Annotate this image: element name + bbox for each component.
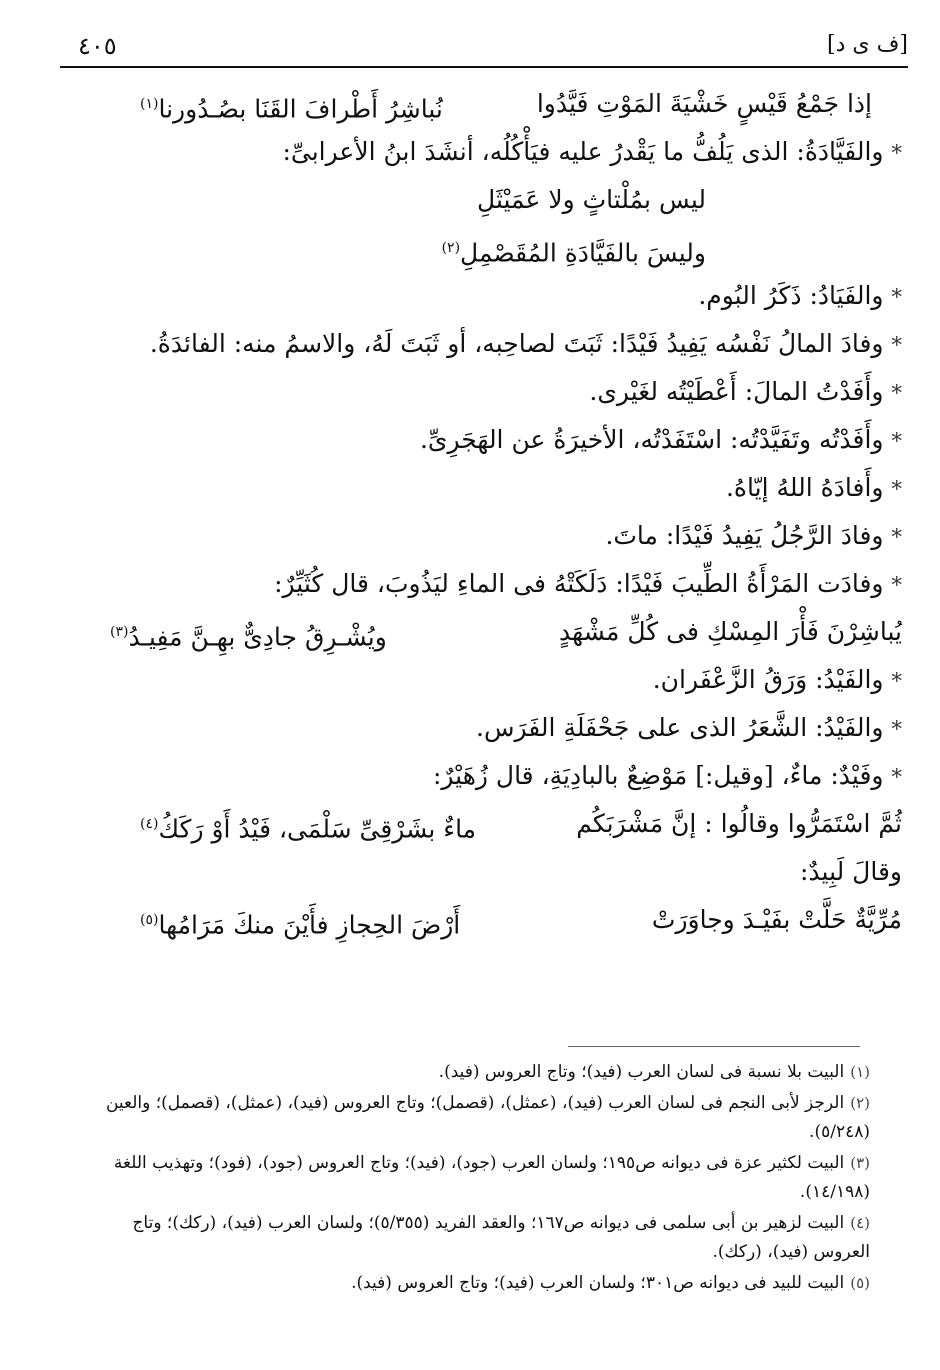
footnote-number: (٥) [850, 1274, 870, 1292]
footnote-rule [568, 1046, 860, 1047]
entry-line [140, 512, 902, 560]
footnotes [76, 1058, 870, 1300]
footnote [76, 1149, 870, 1207]
entry-star: * [891, 141, 902, 165]
footnote-text: البيت لكثير عزة فى ديوانه ص١٩٥؛ ولسان العرب (جود)، (فيد)؛ وتاج العروس (جود)، (فود)؛ وتهذيب اللغة (١٤/١٩٨). [113, 1153, 870, 1202]
footnote [76, 1209, 870, 1267]
entry-text: وقالَ لَبِيدٌ: [799, 857, 902, 886]
verse-couplet [110, 608, 902, 656]
footnote-text: البيت لزهير بن أبى سلمى فى ديوانه ص١٦٧؛ والعقد الفريد (٥/٣٥٥)؛ ولسان العرب (فيد)، (ركك)؛ وتاج العروس (فيد)، (ركك). [132, 1213, 870, 1262]
page-number: ٤٠٥ [78, 32, 117, 60]
entry-star: * [891, 381, 902, 405]
entry-star: * [891, 669, 902, 693]
entry-text: وفادَ المالُ نَفْسُه يَفِيدُ فَيْدًا: ثَبَتَ لصاحِبه، أو ثَبَتَ لَهُ، والاسمُ منه: الفائدَةُ. [149, 329, 884, 358]
footnote-number: (٣) [850, 1154, 870, 1172]
entry-line [140, 752, 902, 800]
entry-text: والفَيْدُ: الشَّعَرُ الذى على جَحْفَلَةِ الفَرَس. [476, 713, 884, 742]
footnote-marker: (٤) [140, 816, 159, 832]
entry-line [140, 464, 902, 512]
entry-star: * [891, 525, 902, 549]
entry-line [140, 320, 902, 368]
entry-line [140, 272, 902, 320]
hemistich-right: مُرِّيَّةٌ حَلَّتْ بفَيْـدَ وجاوَرَتْ [651, 905, 902, 934]
entry-line [140, 416, 902, 464]
entry-text: وفادَت المَرْأَةُ الطِّيبَ فَيْدًا: دَلَكَتْهُ فى الماءِ ليَذُوبَ، قال كُثَيِّرٌ: [274, 569, 884, 598]
entry-root: [ف ى د] [827, 32, 908, 57]
footnote-marker: (٥) [140, 912, 159, 928]
verse-text: ليس بمُلْتاثٍ ولا عَمَيْثَلِ [477, 185, 706, 214]
entry-star: * [891, 717, 902, 741]
entry-text: وفادَ الرَّجُلُ يَفِيدُ فَيْدًا: ماتَ. [605, 521, 884, 550]
entry-star: * [891, 429, 902, 453]
entry-text: والفَيَادُ: ذَكَرُ البُوم. [698, 281, 884, 310]
footnote-number: (٢) [850, 1094, 870, 1112]
footnote [76, 1058, 870, 1087]
footnote-number: (١) [850, 1063, 870, 1081]
entry-line [140, 848, 902, 896]
footnote [76, 1269, 870, 1298]
footnote-marker: (٣) [110, 624, 129, 640]
hemistich-left: ويُشْـرِقُ جادِىٌّ بهِـنَّ مَفِيـدُ$^{(٣)}$ [110, 622, 387, 652]
entry-text: والفَيْدُ: وَرَقُ الزَّعْفَران. [652, 665, 884, 694]
hemistich-left: أَرْضَ الحِجازِ فأَيْنَ منكَ مَرَامُها$^{(٥)}$ [140, 910, 461, 940]
entry-line [140, 128, 902, 176]
rajaz-line [140, 224, 902, 272]
entry-line [140, 368, 902, 416]
entry-line [140, 656, 902, 704]
hemistich-left: ماءٌ بشَرْقِىِّ سَلْمَى، فَيْدُ أَوْ رَكَكُ$^{(٤)}$ [140, 814, 477, 844]
hemistich-right: إذا جَمْعُ قَيْسٍ خَشْيَةَ المَوْتِ فَيَّدُوا [536, 89, 872, 118]
rajaz-line [140, 176, 902, 224]
footnote-number: (٤) [850, 1214, 870, 1232]
entry-star: * [891, 573, 902, 597]
footnote-marker: (٢) [441, 240, 461, 256]
entry-line [140, 560, 902, 608]
entry-star: * [891, 333, 902, 357]
hemistich-right: يُباشِرْنَ فَأْرَ المِسْكِ فى كُلِّ مَشْهَدٍ [559, 617, 902, 646]
hemistich-right: ثُمَّ اسْتَمَرُّوا وقالُوا : إنَّ مَشْرَبَكُم [576, 809, 902, 838]
entry-star: * [891, 477, 902, 501]
hemistich-left: نُباشِرُ أَطْرافَ القَنَا بصُـدُورنا$^{(١)}$ [140, 94, 443, 124]
main-text [110, 80, 902, 944]
entry-text: وأَفَدْتُه وتَفَيَّدْتُه: اسْتَفَدْتُه، الأخيرَةُ عن الهَجَرِىِّ. [419, 425, 884, 454]
footnote-marker: (١) [140, 96, 159, 112]
page-header [60, 28, 908, 64]
entry-text: وأَفَدْتُ المالَ: أَعْطَيْتُه لغَيْرى. [589, 377, 884, 406]
verse-text: وليسَ بالفَيَّادَةِ المُقَصْمِلِ [460, 238, 706, 268]
entry-text: والفَيَّادَةُ: الذى يَلُفُّ ما يَقْدرُ عليه فيَأْكُلُه، أنشَدَ ابنُ الأعرابىِّ: [282, 137, 884, 166]
footnote-text: البيت للبيد فى ديوانه ص٣٠١؛ ولسان العرب (فيد)؛ وتاج العروس (فيد). [351, 1273, 845, 1293]
entry-star: * [891, 285, 902, 309]
footnote [76, 1089, 870, 1147]
footnote-text: الرجز لأبى النجم فى لسان العرب (فيد)، (عمثل)، (قصمل)؛ وتاج العروس (فيد)، (عمثل)، (قصمل)؛ والعين (٥/٢٤٨). [105, 1093, 870, 1142]
entry-line [140, 704, 902, 752]
entry-text: وأَفادَهُ اللهُ إيّاهُ. [725, 473, 884, 502]
entry-star: * [891, 765, 902, 789]
header-rule [60, 66, 908, 68]
footnote-text: البيت بلا نسبة فى لسان العرب (فيد)؛ وتاج العروس (فيد). [438, 1062, 845, 1082]
verse-couplet [140, 800, 902, 848]
verse-couplet [140, 896, 902, 944]
entry-text: وفَيْدٌ: ماءٌ، [وقيل:] مَوْضِعٌ بالبادِيَةِ، قال زُهَيْرٌ: [432, 761, 884, 790]
verse-couplet [140, 80, 902, 128]
